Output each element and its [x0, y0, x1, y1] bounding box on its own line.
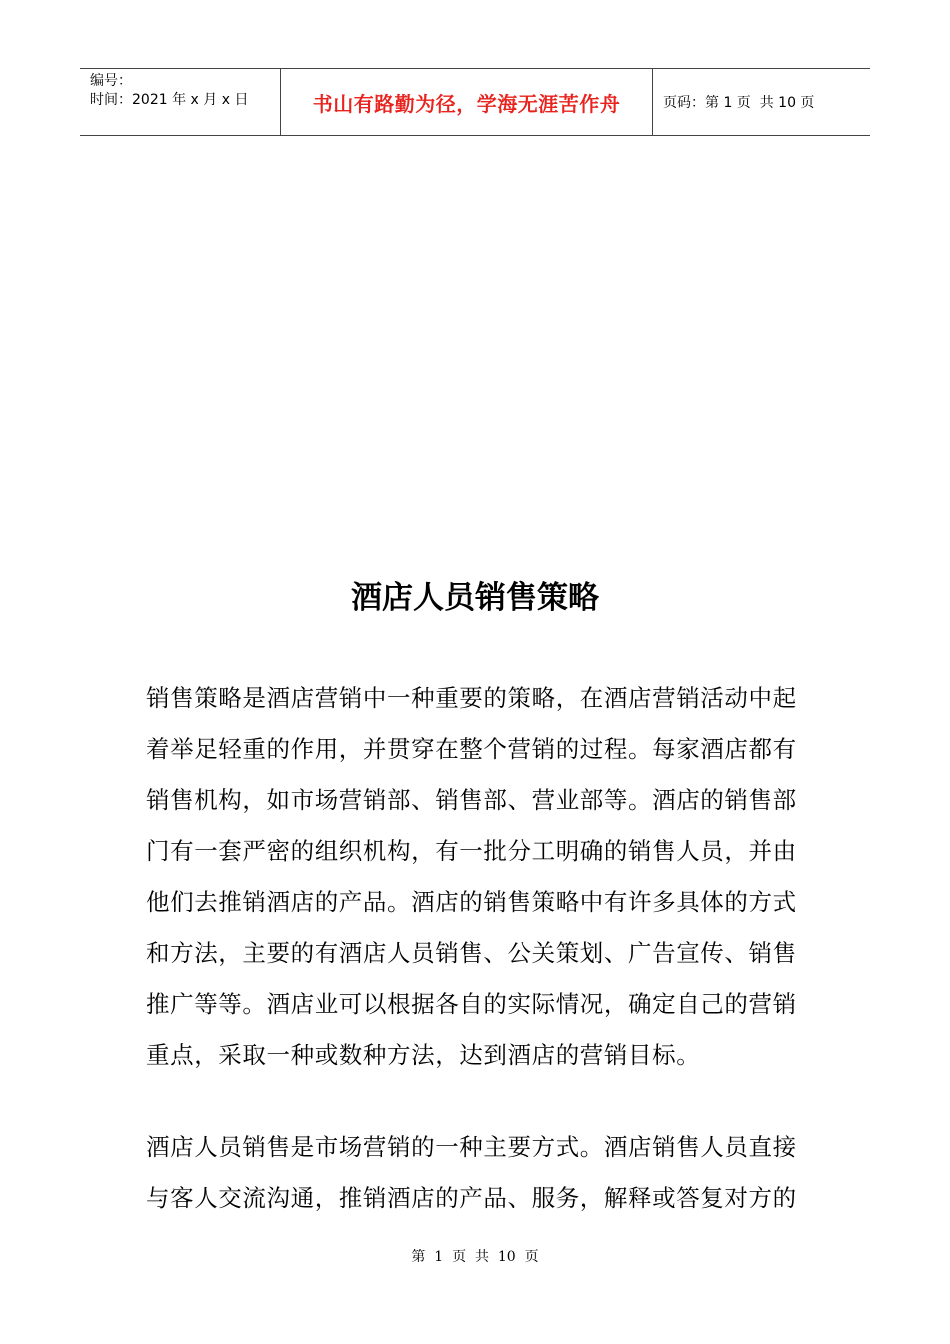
paragraph-line: 门有一套严密的组织机构，有一批分工明确的销售人员，并由	[146, 837, 797, 865]
header-motto-cell	[281, 69, 653, 135]
header-meta-cell	[80, 69, 281, 135]
paragraph-line: 销售策略是酒店营销中一种重要的策略，在酒店营销活动中起	[146, 684, 797, 712]
paragraph-line: 重点，采取一种或数种方法，达到酒店的营销目标。	[146, 1041, 701, 1069]
body-paragraph-2	[146, 1122, 808, 1224]
paragraph-line: 和方法，主要的有酒店人员销售、公关策划、广告宣传、销售	[146, 939, 797, 967]
header-page-info: 页码：第 1 页 共 10 页	[663, 95, 815, 111]
paragraph-line: 与客人交流沟通，推销酒店的产品、服务，解释或答复对方的	[146, 1184, 797, 1212]
document-title: 酒店人员销售策略	[351, 580, 599, 616]
page-footer: 第 1 页 共 10 页	[411, 1249, 539, 1265]
document-date-label: 时间：2021 年 x 月 x 日	[90, 92, 249, 108]
header-page-cell	[653, 69, 870, 135]
document-number-label: 编号：	[90, 73, 132, 89]
header-motto: 书山有路勤为径，学海无涯苦作舟	[312, 91, 621, 116]
header-table	[80, 68, 870, 136]
paragraph-line: 销售机构，如市场营销部、销售部、营业部等。酒店的销售部	[146, 786, 797, 814]
paragraph-line: 推广等等。酒店业可以根据各自的实际情况，确定自己的营销	[146, 990, 797, 1018]
paragraph-line: 着举足轻重的作用，并贯穿在整个营销的过程。每家酒店都有	[146, 735, 797, 763]
body-paragraph-1	[146, 673, 808, 1081]
paragraph-line: 酒店人员销售是市场营销的一种主要方式。酒店销售人员直接	[146, 1133, 797, 1161]
paragraph-line: 他们去推销酒店的产品。酒店的销售策略中有许多具体的方式	[146, 888, 797, 916]
